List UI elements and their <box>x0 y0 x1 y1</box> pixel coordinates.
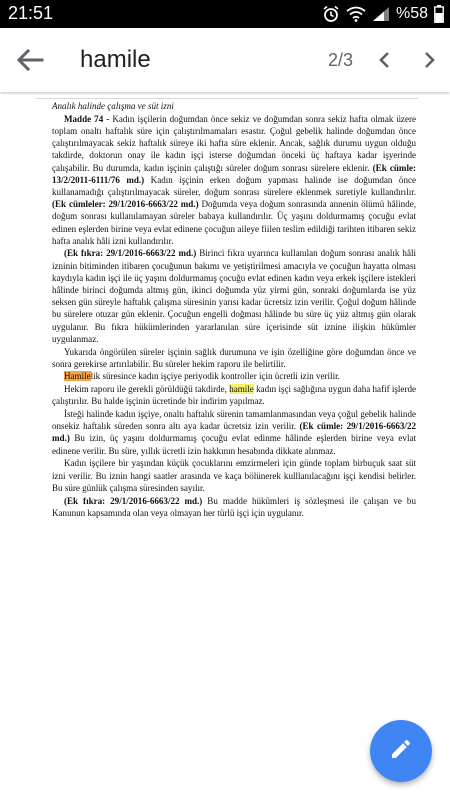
section-heading: Analık halinde çalışma ve süt izni <box>52 101 174 111</box>
paragraph-extension: Yukarıda öngörülen süreler işçinin sağlık durumuna ve işin özelliğine göre doğumdan önce ve sonra gerekirse artırılabilir. Bu süreler hekim raporu ile belirtilir. <box>52 346 416 369</box>
edit-fab-button[interactable] <box>370 720 432 782</box>
amendment-note: (Ek fıkra: 29/1/2016-6663/22 md.) <box>64 495 203 506</box>
battery-percent: %58 <box>395 5 428 22</box>
arrow-left-icon <box>14 61 46 78</box>
paragraph-light-work: Hekim raporu ile gerekli görüldüğü takdirde, hamile kadın işçi sağlığına uygun daha hafif işlerde çalıştırılır. Bu halde işçinin ücretinde bir indirim yapılmaz. <box>52 384 416 407</box>
match-counter: 2/3 <box>328 50 354 70</box>
chevron-right-icon <box>420 59 438 76</box>
paragraph-unpaid-leave: (Ek fıkra: 29/1/2016-6663/22 md.) Birinci fıkra uyarınca kullanılan doğum sonrası analık hâli izninin bitiminden itibaren çocuğunun bakımı ve yetiştirilmesi amacıyla ve çocuğun hayatta olması kaydıyla kadın işçi ile üç yaşını doldurmamış çocuğu evlat edinen kadın veya erkek işçilere istekleri hâlinde birinci doğumda altmış gün, ikinci doğumda yüz yirmi gün, sonraki doğumlarda ise yüz seksen gün süreyle haftalık çalışma süresinin yarısı kadar ücretsiz izin verilir. Çoğul doğum hâlinde bu sürelere otuzar gün eklenir. Çocuğun engelli doğması hâlinde bu süre üç yüz altmış gün olarak uygulanır. Bu fıkra hükümlerinden yararlanılan süre içerisinde süt iznine ilişkin hükümler uygulanmaz. <box>52 248 416 344</box>
amendment-note: (Ek cümle: 29/1/2016-6663/22 md.) <box>52 421 416 444</box>
alarm-icon <box>322 5 340 23</box>
paragraph-six-month-leave: İsteği halinde kadın işçiye, onaltı haftalık sürenin tamamlanmasından veya çoğul gebelik halinde onsekiz haftalık süreden sonra altı aya kadar ücretsiz izin verilir. (Ek cümle: 29/1/2016-6663/22 md.) Bu izin, üç yaşını doldurmamış çocuğu evlat edinme hâlinde eşlerden birine veya evlat edinene verilir. Bu süre, yıllık ücretli izin hakkının hesabında dikkate alınmaz. <box>52 409 416 456</box>
previous-match-button[interactable] <box>376 48 394 72</box>
amendment-note: (Ek cümleler: 29/1/2016-6663/22 md.) <box>52 199 199 210</box>
pencil-icon <box>389 737 413 766</box>
search-toolbar <box>0 28 450 92</box>
document-body <box>52 100 416 519</box>
amendment-note: (Ek fıkra: 29/1/2016-6663/22 md.) <box>64 248 197 259</box>
battery-icon <box>434 5 444 23</box>
paragraph-nursing-leave: Kadın işçilere bir yaşından küçük çocuklarını emzirmeleri için günde toplam birbuçuk saat süt izni verilir. Bu iznin hangi saatler arasında ve kaça bölünerek kulllanılacağını işçi kendisi belirler. Bu süre günlük çalışma süresinden sayılır. <box>52 458 416 493</box>
signal-icon <box>372 6 390 22</box>
paragraph-madde-74: Madde 74 - Kadın işçilerin doğumdan önce sekiz ve doğumdan sonra sekiz hafta olmak üzere toplam onaltı haftalık süre için çalıştırılmamaları esastır. Çoğul gebelik halinde doğumdan önce çalıştırılmayacak sekiz haftalık süreye iki hafta süre eklenir. Ancak, sağlık durumu uygun olduğu takdirde, doktorun onay ile kadın işçi isterse doğumdan önceki üç haftaya kadar işyerinde çalışabilir. Bu durumda, kadın işçinin çalıştığı süreler doğum sonrası sürelere eklenir. (Ek cümle: 13/2/2011-6111/76 md.) Kadın işçinin erken doğum yapması halinde ise doğumdan önce kullanamadığı çalıştırılmayacak süreler, doğum sonrası sürelere eklenmek suretiyle kullandırılır. (Ek cümleler: 29/1/2016-6663/22 md.) Doğumda veya doğum sonrasında annenin ölümü hâlinde, doğum sonrası kullanılamayan süreler babaya kullandırılır. Üç yaşını doldurmamış çocuğu evlat edinen eşlerden birine veya evlat edinene çocuğun aileye fiilen teslim edildiği tarihten itibaren sekiz hafta analık hâli izni kullandırılır. <box>52 113 416 246</box>
chevron-left-icon <box>376 59 394 76</box>
search-match: hamile <box>229 384 254 395</box>
amendment-note: (Ek cümle: 13/2/2011-6111/76 md.) <box>52 162 416 185</box>
paragraph-scope: (Ek fıkra: 29/1/2016-6663/22 md.) Bu madde hükümleri iş sözleşmesi ile çalışan ve bu Kanunun kapsamında olan veya olmayan her türlü işçi için uygulanır. <box>52 495 416 518</box>
status-time: 21:51 <box>8 3 54 23</box>
next-match-button[interactable] <box>420 48 438 72</box>
paragraph-checkups: Hamilelik süresince kadın işçiye periyodik kontroller için ücretli izin verilir. <box>64 371 340 382</box>
search-input[interactable]: hamile <box>80 46 151 73</box>
back-button[interactable] <box>14 46 46 74</box>
article-number: Madde 74 - <box>64 113 110 124</box>
status-bar <box>0 0 450 28</box>
search-match-current: Hamile <box>64 371 91 382</box>
wifi-icon <box>346 6 366 22</box>
status-icons <box>322 4 444 24</box>
